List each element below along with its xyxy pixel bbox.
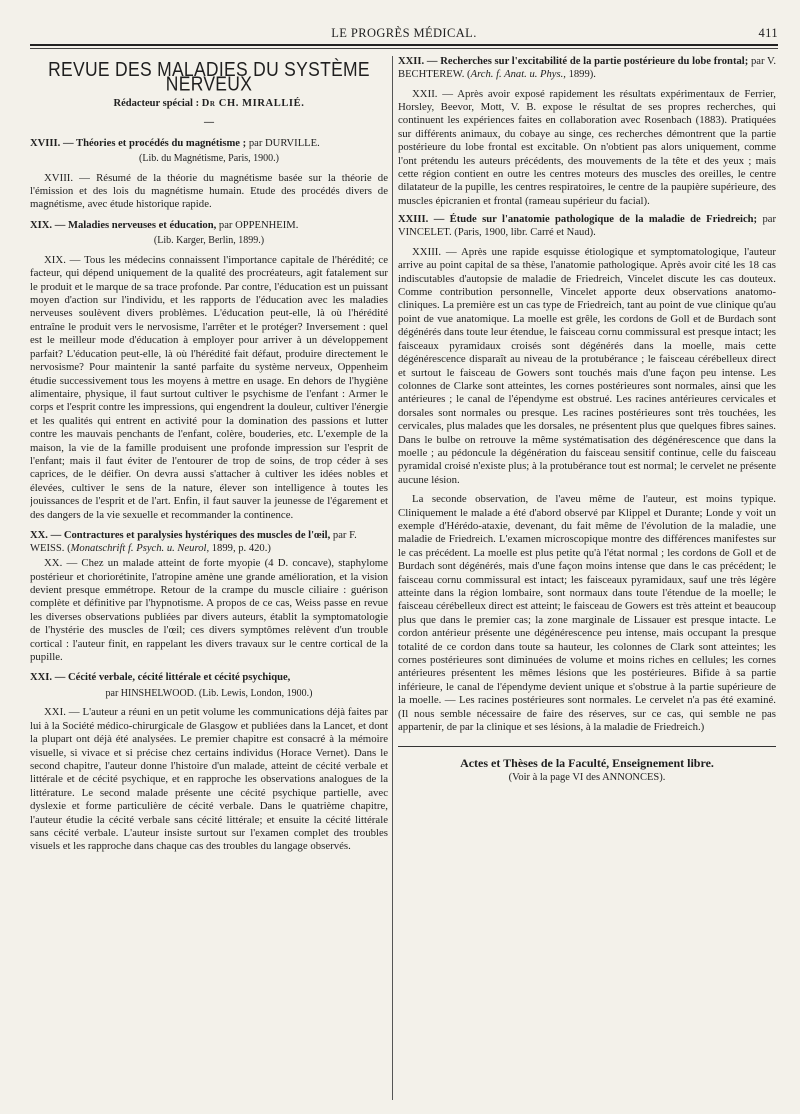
running-head bbox=[30, 26, 778, 44]
entry-title-21: XXI. — Cécité verbale, cécité littérale et cécité psychique, bbox=[30, 672, 291, 684]
entry-title-19: XIX. — Maladies nerveuses et éducation, bbox=[30, 219, 217, 231]
entry-source-19: (Lib. Karger, Berlin, 1899.) bbox=[153, 235, 265, 247]
entry-author-22-post: 1899). bbox=[565, 68, 596, 80]
paragraph-19: XIX. — Tous les médecins connaissent l'importance capitale de l'hérédité; ce facteur, qui dépend uniquement de la qualité des procréateurs, agit fatalement sur le produit et le marque de sa trace profonde. Par contre, l'éducation est un puissant moyen d'action sur l'individu, et les rapports de l'éducation avec les maladies nerveuses soulèvent divers problèmes. L'éducation peut-elle, là où l'hérédité entraîne le produit vers le nervosisme, l'arrêter et le protéger? Inversement : quel est le meilleur mode d'éducation à employer pour arriver à un développement parfait? L'éducation peut-elle, là où l'hérédité fait défaut, produire directement le nervosisme? Pour maintenir la santé parfaite du système nerveux, Oppenheim étudie successivement tous les moyens à mettre en usage. En dehors de l'hygiène alimentaire, physique, il faut surtout cultiver le psychisme de l'enfant : Armer le corps et l'esprit contre les impressions, qui engendrent la douleur, cultiver l'énergie et les qualités qui entrent en activité pour la domination des passions et lutter contre les mauvais penchants de l'enfant, colère, bouderies, etc. L'exemple de la maison, la vie de la famille produisent une profonde impression sur l'esprit de l'enfant; mais il faut éviter de l'entourer de trop de soins, de trop céder à ses caprices, de le déifier. On devra aussi s'attacher à cultiver les idées nobles et élevées, cultiver le sens de la nature, élever son intelligence à toutes les jouissances de l'esprit et de l'art. Enfin, il faut sauver la jeunesse de l'égarement et des dangers de la vie sexuelle et recommander la continence. bbox=[30, 253, 388, 521]
editor-line bbox=[30, 97, 388, 110]
header-rule-thick bbox=[30, 44, 778, 46]
entry-source-18: (Lib. du Magnétisme, Paris, 1900.) bbox=[139, 153, 279, 165]
entry-heading-19 bbox=[30, 220, 388, 233]
entry-heading-23 bbox=[398, 214, 776, 240]
entry-author-22-pre: par V. BECHTEREW. ( bbox=[398, 56, 776, 80]
footer-title: Actes et Thèses de la Faculté, Enseignement libre. bbox=[460, 756, 714, 771]
editor-name: Dr CH. MIRALLIÉ. bbox=[201, 97, 305, 109]
entry-author-21: par HINSHELWOOD. bbox=[105, 688, 197, 699]
section-title: REVUE DES MALADIES DU SYSTÈME NERVEUX bbox=[48, 57, 370, 96]
footer-subtitle: (Voir à la page VI des ANNONCES). bbox=[508, 771, 666, 783]
right-column bbox=[398, 56, 776, 1100]
entry-title-22: XXII. — Recherches sur l'excitabilité de la partie postérieure du lobe frontal; bbox=[398, 56, 749, 67]
paragraph-21: XXI. — L'auteur a réuni en un petit volume les communications déjà faites par lui à la Société médico-chirurgicale de Glasgow et publiées dans la Lancet, et dont la plupart ont déjà été analysées. Le premier chapitre est consacré à la mémoire visuelle, si vivace et si précise chez certains individus (Horace Vernet). Dans le second chapitre, l'auteur donne l'histoire d'un malade, atteint de cécité verbale et littérale et de cécité psychique, et en rapproche les observations analogues de la littérature. Le second malade présente une cécité psychique partielle, avec dyslexie et forme particulière de cécité verbale. Dans le quatrième chapitre, l'auteur étudie la cécité verbale sans cécité littérale; et ensuite la cécité littérale sans cécité verbale. L'auteur insiste surtout sur l'examen complet des troubles visuels et les rapproche dans chaque cas des troubles du langage observés. bbox=[30, 706, 388, 853]
paragraph-20: XX. — Chez un malade atteint de forte myopie (4 D. concave), staphylome postérieur et choriorétinite, l'atropine amène une grande amélioration, et la vision devient presque emmétrope. Retour de la crampe du muscle ciliaire : guérison complète et définitive par l'hypnotisme. A propos de ce cas, Weiss passe en revue les diverses observations publiées par divers auteurs, établit la symptomatologie de l'hystérie des muscles de l'œil; ces divers symptômes relèvent d'un trouble cortical : l'auteur finit, en rappelant les divers travaux sur le centre cortical de la pupille. bbox=[30, 557, 388, 663]
paragraph-23a: XXIII. — Après une rapide esquisse étiologique et symptomatologique, l'auteur arrive au point capital de sa thèse, l'anatomie pathologique. Après avoir cité les 18 cas indiscutables d'autopsie de maladie de Friedreich, Vincelet discute les cas douteux. Comme contribution personnelle, Vincelet apporte deux observations anatomo-cliniques. La première est un cas type de Friedreich, tant au point de vue clinique qu'au point de vue anatomique. La moelle est grêle, les cordons de Goll et de Burdach sont dégénérés dans toute leur étendue, le faisceau cornu commissural est presque intact; les faisceaux pyramidaux croisés sont dégénérés dans la moelle, mais cette dégénérescence disparaît au niveau de la protubérance ; le faisceau cérébelleux direct et surtout le faisceau de Gowers sont touchés mais d'une façon peu intense. Les colonnes de Clarke sont atteintes, les cornes postérieures sont normales, ainsi que les antérieures ; le canal de l'épendyme est obstrué. Les racines antérieures cervicales et dorsales sont normales ou presque. Les racines postérieures sont très touchées, les cervicales, plus malades que les dorsales, ne présentent plus que quelques fibres saines. Dans le bulbe on retrouve la même systématisation des dégénérescence que dans la moelle ; au pédoncule la dégénération du faisceau sensitif continue, celle du faisceau pyramidal croisé n'existe plus; à la protubérance tout est normal; le cervelet ne présente aucune lésion. bbox=[398, 245, 776, 486]
entry-author-18: par DURVILLE. bbox=[248, 137, 320, 149]
paragraph-23b: La seconde observation, de l'aveu même de l'auteur, est moins typique. Cliniquement le malade a été d'abord observé par Klippel et Durante; Londe y voit un exemple d'Hérédo-ataxie, devenant, du fait même de l'évolution de la maladie, une maladie de Friedreich. L'examen microscopique montre des différences manifestes sur le cas précédent. La moelle est plus petite qu'à l'état normal ; les cordons de Goll et de Burdach sont dégénérés, mais d'une façon moins intense que dans le cas précédent; le faisceau cornu commissural est intact; les faisceaux pyramidaux, sauf une très légère atteinte dans la région lombaire, sont normaux dans toute l'étendue de la moelle; le faisceau cérébelleux direct est atteint; le faisceau de Gowers est très atteint et beaucoup plus que dans le premier cas; la zone marginale de Lissauer est presque intacte. Le cordon antérieur présente une dégénérescence peu intense, mais occupant la presque totalité de ce cordon dans toute sa hauteur, les colonnes de Clark sont atteintes; les cornes postérieures sont diminuées de volume et moins riches en cellules; les cornes antérieures présentent les mêmes lésions que les postérieures. Bifide à sa partie inférieure, le canal de l'épendyme devient unique et s'obstrue à la partie supérieure de la moelle. — Les racines postérieures sont normales. Le cervelet n'a pas été examiné. (Il nous semble nécessaire de faire des réserves, sur ce cas, qui semble ne pas appartenir, de par la clinique et ses lésions, à la maladie de Friedreich.) bbox=[398, 493, 776, 734]
entry-author-19: par OPPENHEIM. bbox=[218, 219, 299, 231]
entry-heading-20 bbox=[30, 530, 388, 555]
entry-heading-18 bbox=[30, 138, 388, 151]
entry-heading-22 bbox=[398, 56, 776, 82]
entry-journal-22: Arch. f. Anat. u. Phys., bbox=[470, 68, 566, 80]
entry-author-23: par VINCELET. (Paris, 1900, libr. Carré et Naud). bbox=[398, 214, 776, 239]
entry-author-20-pre: par F. WEISS. ( bbox=[30, 529, 357, 554]
editor-label: Rédacteur spécial : bbox=[113, 97, 200, 109]
entry-publisher-21: (Lib. Lewis, London, 1900.) bbox=[198, 688, 313, 699]
entry-title-20: XX. — Contractures et paralysies hystériques des muscles de l'œil, bbox=[30, 529, 331, 541]
paragraph-22: XXII. — Après avoir exposé rapidement les résultats expérimentaux de Ferrier, Horsley, Beevor, Mott, V. B. expose le résultat de ses propres recherches, qui continuent les expériences faites en collaboration avec Rosenbach (1883). Pratiquées sur différents animaux, du cobaye au singe, ces recherches démontrent que la partie postérieure du lobe frontal est excitable. On n'obtient pas alors uniquement, comme l'ont prétendu les auteurs précédents, des mouvements de la tête et des yeux ; mais cette région contient en outre les centres moteurs des muscles des oreilles, le centre dilatateur de la pupille, les centres respiratoires, le centre de la paupière supérieure, des muscles épicranien et frontal (rameau supérieur du facial). bbox=[398, 87, 776, 207]
left-column bbox=[30, 56, 388, 1100]
entry-title-23: XXIII. — Étude sur l'anatomie pathologique de la maladie de Friedreich; bbox=[398, 214, 758, 226]
entry-journal-20: Monatschrift f. Psych. u. Neurol, bbox=[70, 542, 210, 554]
section-dash: — bbox=[204, 117, 214, 129]
entry-heading-21 bbox=[30, 672, 388, 685]
footer-rule bbox=[398, 746, 776, 747]
header-rule-thin bbox=[30, 48, 778, 49]
running-title: LE PROGRÈS MÉDICAL. bbox=[331, 26, 477, 40]
page-number: 411 bbox=[758, 26, 778, 40]
entry-source-21 bbox=[30, 687, 388, 700]
paragraph-18: XVIII. — Résumé de la théorie du magnétisme basée sur la théorie de l'émission et des lois du magnétisme humain. Etude des procédés divers de magnétisme, avec étude historique rapide. bbox=[30, 171, 388, 211]
entry-author-20-post: 1899, p. 420.) bbox=[209, 542, 271, 554]
entry-title-18: XVIII. — Théories et procédés du magnétisme ; bbox=[30, 137, 247, 149]
column-divider bbox=[392, 56, 393, 1100]
